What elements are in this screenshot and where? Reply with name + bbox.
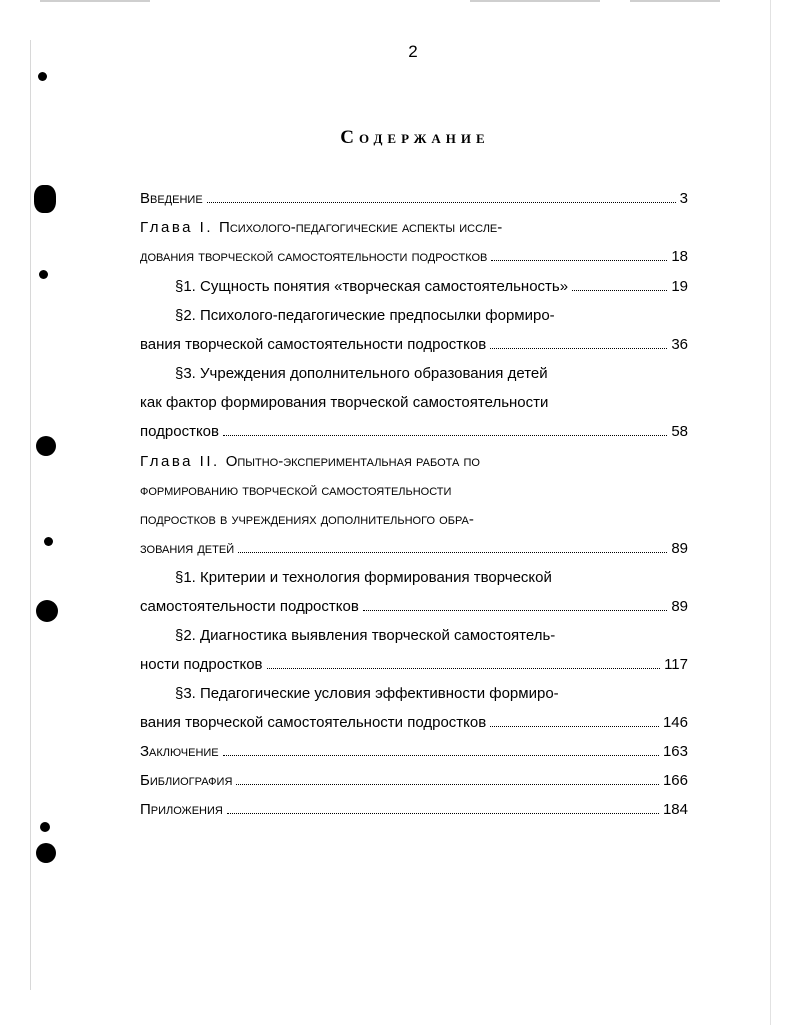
toc-entry-label: подростков в учреждениях дополнительного обра- [140,511,474,528]
toc-entry-2-1[interactable] [175,569,688,591]
toc-entry-label: §1. Сущность понятия «творческая самостоятельность» [175,278,569,295]
toc-entry-intro[interactable] [140,190,688,212]
toc-entry-label: дования творческой самостоятельности подростков [140,248,488,265]
toc-leader-dots [207,199,676,203]
toc-entry-label: зования детей [140,540,235,557]
page-number: 2 [408,42,418,61]
toc-entry-appendices[interactable] [140,801,688,823]
toc-page-number: 146 [662,714,688,731]
toc-entry-bibliography[interactable] [140,772,688,794]
toc-page-number: 36 [671,336,688,353]
toc-entry-label: самостоятельности подростков [140,598,359,615]
toc-page-number: 58 [671,423,688,440]
toc-entry-1-2-cont[interactable] [140,336,688,358]
punch-hole-mark [36,600,58,622]
toc-entry-chapter-2[interactable] [140,453,688,475]
punch-hole-mark [34,185,56,213]
toc-entry-label: §1. Критерии и технология формирования творческой [175,569,552,586]
toc-entry-label: формированию творческой самостоятельности [140,482,452,499]
toc-entry-chapter-1-cont[interactable] [140,248,688,270]
toc-entry-label: Психолого-педагогические аспекты иссле- [219,219,503,236]
toc-page-number: 163 [662,743,688,760]
toc-entry-1-1[interactable] [175,278,688,300]
toc-page-number: 184 [662,801,688,818]
toc-page-number: 117 [664,656,688,673]
toc-entry-label: ности подростков [140,656,263,673]
toc-entry-label: §3. Учреждения дополнительного образования детей [175,365,548,382]
toc-leader-dots [223,432,667,436]
punch-hole-mark [44,537,53,546]
toc-leader-dots [267,665,661,669]
toc-leader-dots [490,723,659,727]
toc-page-number: 89 [671,598,688,615]
scan-edge-right [770,0,771,1025]
page-title: Содержание [340,127,490,148]
chapter-prefix: Глава II. [140,453,220,470]
toc-entry-label: вания творческой самостоятельности подростков [140,336,487,353]
toc-entry-2-1-cont[interactable] [140,598,688,620]
toc-entry-label: как фактор формирования творческой самостоятельности [140,394,549,411]
toc-entry-2-3-cont[interactable] [140,714,688,736]
toc-entry-label: вания творческой самостоятельности подростков [140,714,487,731]
punch-hole-mark [39,270,48,279]
toc-leader-dots [363,607,668,611]
toc-entry-label: §2. Диагностика выявления творческой самостоятель- [175,627,556,644]
toc-entry-conclusion[interactable] [140,743,688,765]
toc-entry-label: Приложения [140,801,223,818]
toc-entry-chapter-2-end[interactable] [140,540,688,562]
chapter-prefix: Глава I. [140,219,214,236]
punch-hole-mark [38,72,47,81]
toc-entry-label: Опытно-экспериментальная работа по [225,453,480,470]
toc-entry-2-2-cont[interactable] [140,656,688,678]
toc-entry-chapter-2-cont[interactable] [140,511,688,533]
toc-entry-1-3[interactable] [175,365,688,387]
toc-leader-dots [238,549,667,553]
punch-hole-mark [40,822,50,832]
toc-entry-label: §3. Педагогические условия эффективности формиро- [175,685,559,702]
toc-entry-chapter-2-cont[interactable] [140,482,688,504]
toc-page-number: 18 [671,248,688,265]
toc-entry-1-2[interactable] [175,307,688,329]
toc-page-number: 89 [671,540,688,557]
toc-leader-dots [491,257,667,261]
toc-entry-2-2[interactable] [175,627,688,649]
scan-top-mark [630,0,720,2]
toc-page-number: 166 [662,772,688,789]
scan-top-mark [40,0,150,2]
scan-edge-left [30,40,31,990]
toc-entry-label: Заключение [140,743,219,760]
punch-hole-mark [36,843,56,863]
toc-leader-dots [572,287,667,291]
toc-page-number: 3 [679,190,688,207]
toc-entry-label: подростков [140,423,219,440]
toc-leader-dots [236,781,659,785]
toc-entry-label: Введение [140,190,203,207]
punch-hole-mark [36,436,56,456]
toc-leader-dots [223,752,659,756]
toc-leader-dots [227,810,659,814]
toc-entry-label: §2. Психолого-педагогические предпосылки формиро- [175,307,555,324]
toc-entry-2-3[interactable] [175,685,688,707]
toc-entry-chapter-1[interactable] [140,219,688,241]
toc-leader-dots [490,345,667,349]
toc-entry-label: Библиография [140,772,233,789]
scan-top-mark [470,0,600,2]
toc-page-number: 19 [671,278,688,295]
toc-entry-1-3-cont[interactable] [140,394,688,416]
toc-entry-1-3-end[interactable] [140,423,688,445]
